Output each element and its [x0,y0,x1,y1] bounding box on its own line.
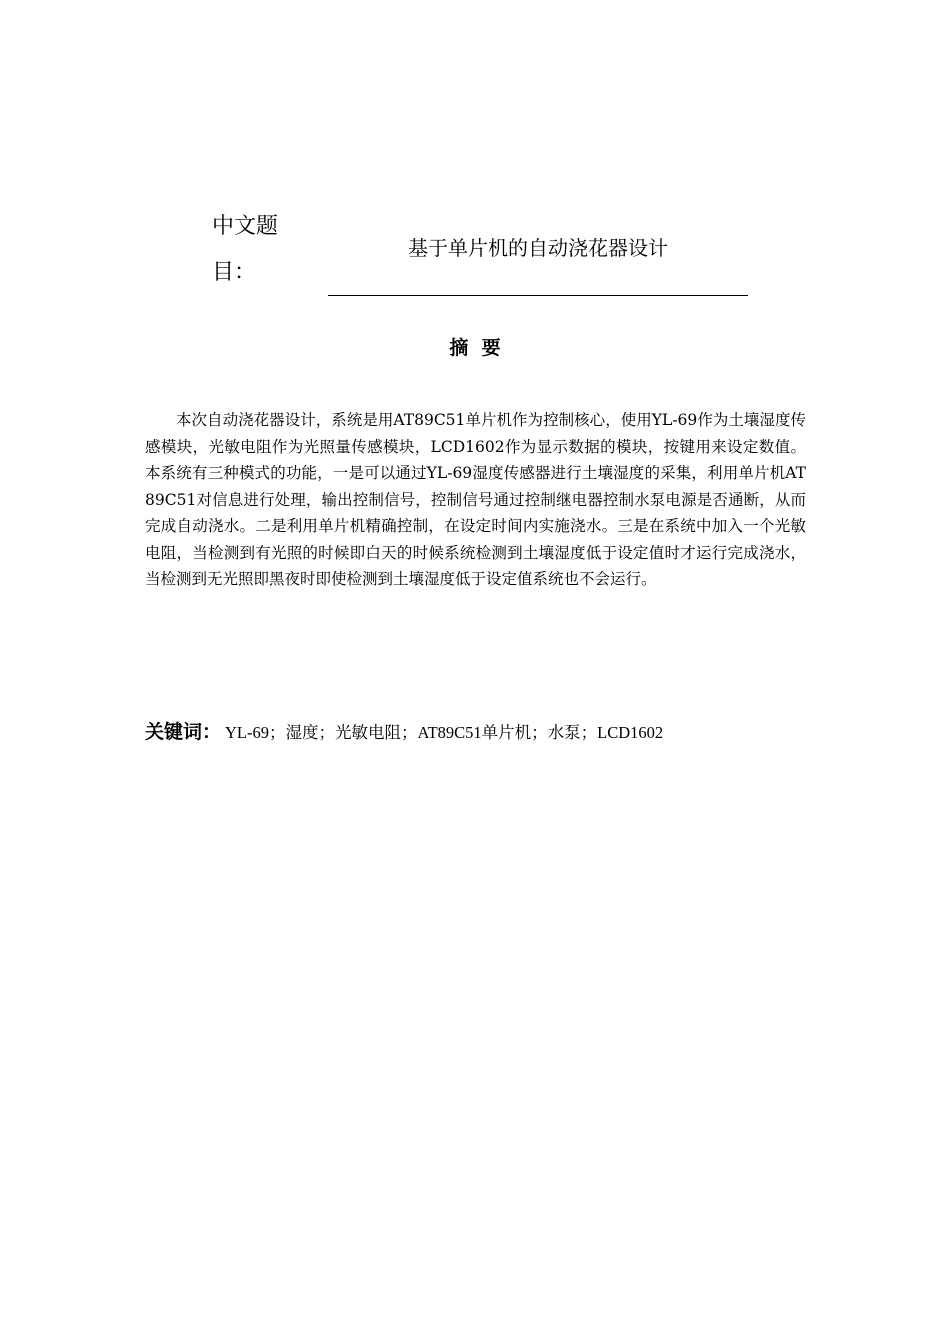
title-underline [328,295,748,296]
abstract-heading: 摘 要 [449,337,501,359]
thesis-title: 基于单片机的自动浇花器设计 [408,236,668,260]
keywords-value: YL-69；湿度；光敏电阻；AT89C51单片机；水泵；LCD1602 [225,723,664,742]
keywords-label: 关键词： [145,721,222,743]
title-label: 中文题目： [212,214,279,285]
abstract-body: 本次自动浇花器设计，系统是用AT89C51单片机作为控制核心，使用YL-69作为土壤湿度传感模块，光敏电阻作为光照量传感模块，LCD1602作为显示数据的模块，按键用来设定数值。本系统有三种模式的功能，一是可以通过YL-69湿度传感器进行土壤湿度的采集，利用单片机AT89C51对信息进行处理，输出控制信号，控制信号通过控制继电器控制水泵电源是否通断，从而完成自动浇水。二是利用单片机精确控制，在设定时间内实施浇水。三是在系统中加入一个光敏电阻，当检测到有光照的时候即白天的时候系统检测到土壤湿度低于设定值时才运行完成浇水，当检测到无光照即黑夜时即使检测到土壤湿度低于设定值系统也不会运行。 [145,411,806,588]
keywords-line [145,717,845,749]
